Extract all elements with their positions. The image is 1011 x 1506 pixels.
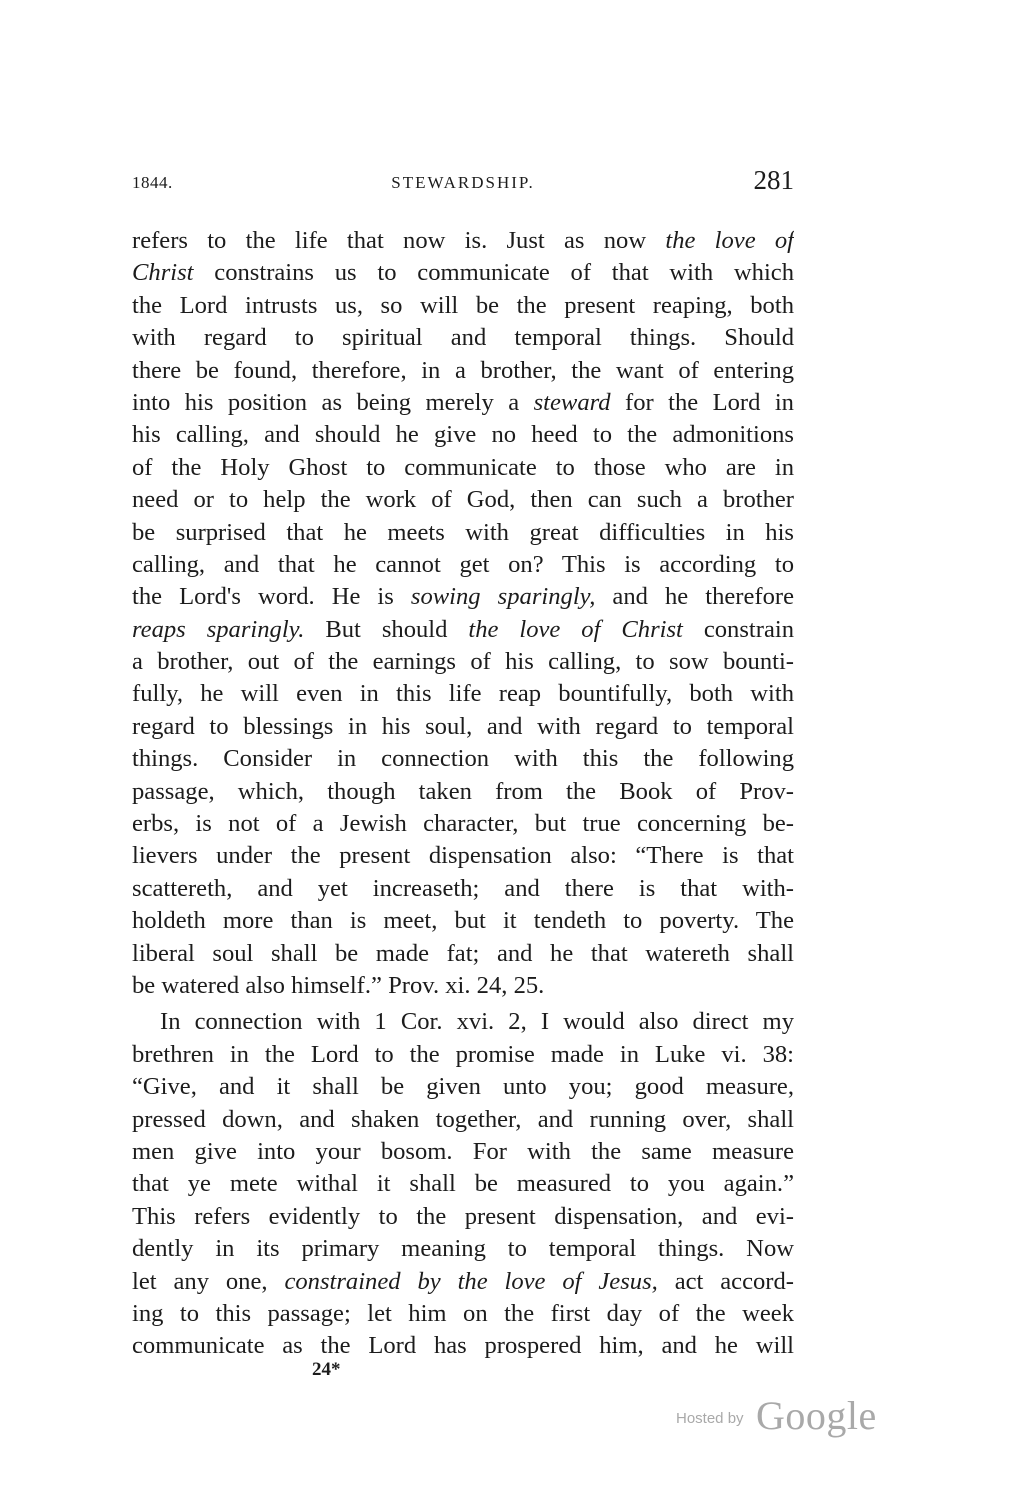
- text-line: refers to the life that now is. Just as now the love of: [132, 227, 794, 254]
- text-line: be surprised that he meets with great difficulties in his: [132, 518, 794, 546]
- text-line: that ye mete withal it shall be measured to you again.”: [132, 1170, 794, 1198]
- text-line: a brother, out of the earnings of his calling, to sow bounti-: [132, 648, 794, 676]
- text-line: erbs, is not of a Jewish character, but true concerning be-: [132, 810, 794, 838]
- watermark-hosted-by: Hosted by: [676, 1410, 744, 1427]
- body-text: [132, 225, 794, 1363]
- text-line: calling, and that he cannot get on? This is according to: [132, 550, 794, 578]
- text-line: communicate as the Lord has prospered him, and he will: [132, 1332, 794, 1360]
- text-line: ing to this passage; let him on the first day of the week: [132, 1299, 794, 1327]
- signature-mark: 24*: [312, 1359, 341, 1380]
- page-number: 281: [753, 165, 794, 195]
- text-line: the Lord intrusts us, so will be the present reaping, both: [132, 291, 794, 319]
- text-line: dently in its primary meaning to temporal things. Now: [132, 1235, 794, 1263]
- text-line: scattereth, and yet increaseth; and there is that with-: [132, 874, 794, 902]
- text-line: holdeth more than is meet, but it tendeth to poverty. The: [132, 907, 794, 935]
- text-line: of the Holy Ghost to communicate to those who are in: [132, 453, 794, 481]
- text-line: need or to help the work of God, then can such a brother: [132, 486, 794, 514]
- text-line: men give into your bosom. For with the same measure: [132, 1137, 794, 1165]
- text-line: This refers evidently to the present dispensation, and evi-: [132, 1202, 794, 1230]
- google-logo: Google: [756, 1393, 877, 1438]
- text-line: In connection with 1 Cor. xvi. 2, I would also direct my: [160, 1008, 794, 1036]
- text-line: passage, which, though taken from the Book of Prov-: [132, 777, 794, 805]
- text-line: pressed down, and shaken together, and running over, shall: [132, 1105, 794, 1133]
- text-line: the Lord's word. He is sowing sparingly, and he therefore: [132, 583, 794, 611]
- text-line: “Give, and it shall be given unto you; good measure,: [132, 1073, 794, 1101]
- text-line: with regard to spiritual and temporal things. Should: [132, 324, 794, 352]
- text-line: let any one, constrained by the love of Jesus, act accord-: [132, 1267, 794, 1295]
- text-line: things. Consider in connection with this the following: [132, 745, 794, 773]
- running-head: [132, 165, 794, 199]
- text-line: fully, he will even in this life reap bountifully, both with: [132, 680, 794, 708]
- text-line: reaps sparingly. But should the love of Christ constrain: [132, 615, 794, 643]
- text-line: Christ constrains us to communicate of that with which: [132, 259, 794, 287]
- google-watermark: [676, 1392, 886, 1442]
- header-title: STEWARDSHIP.: [391, 173, 535, 192]
- text-line: his calling, and should he give no heed to the admonitions: [132, 421, 794, 449]
- text-line: be watered also himself.” Prov. xi. 24, 25.: [132, 971, 545, 999]
- text-line: lievers under the present dispensation also: “There is that: [132, 842, 794, 870]
- text-line: there be found, therefore, in a brother, the want of entering: [132, 356, 794, 384]
- text-line: liberal soul shall be made fat; and he that watereth shall: [132, 939, 794, 967]
- text-line: into his position as being merely a steward for the Lord in: [132, 388, 794, 416]
- text-line: brethren in the Lord to the promise made in Luke vi. 38:: [132, 1040, 794, 1068]
- text-line: regard to blessings in his soul, and with regard to temporal: [132, 712, 794, 740]
- header-year: 1844.: [132, 173, 173, 192]
